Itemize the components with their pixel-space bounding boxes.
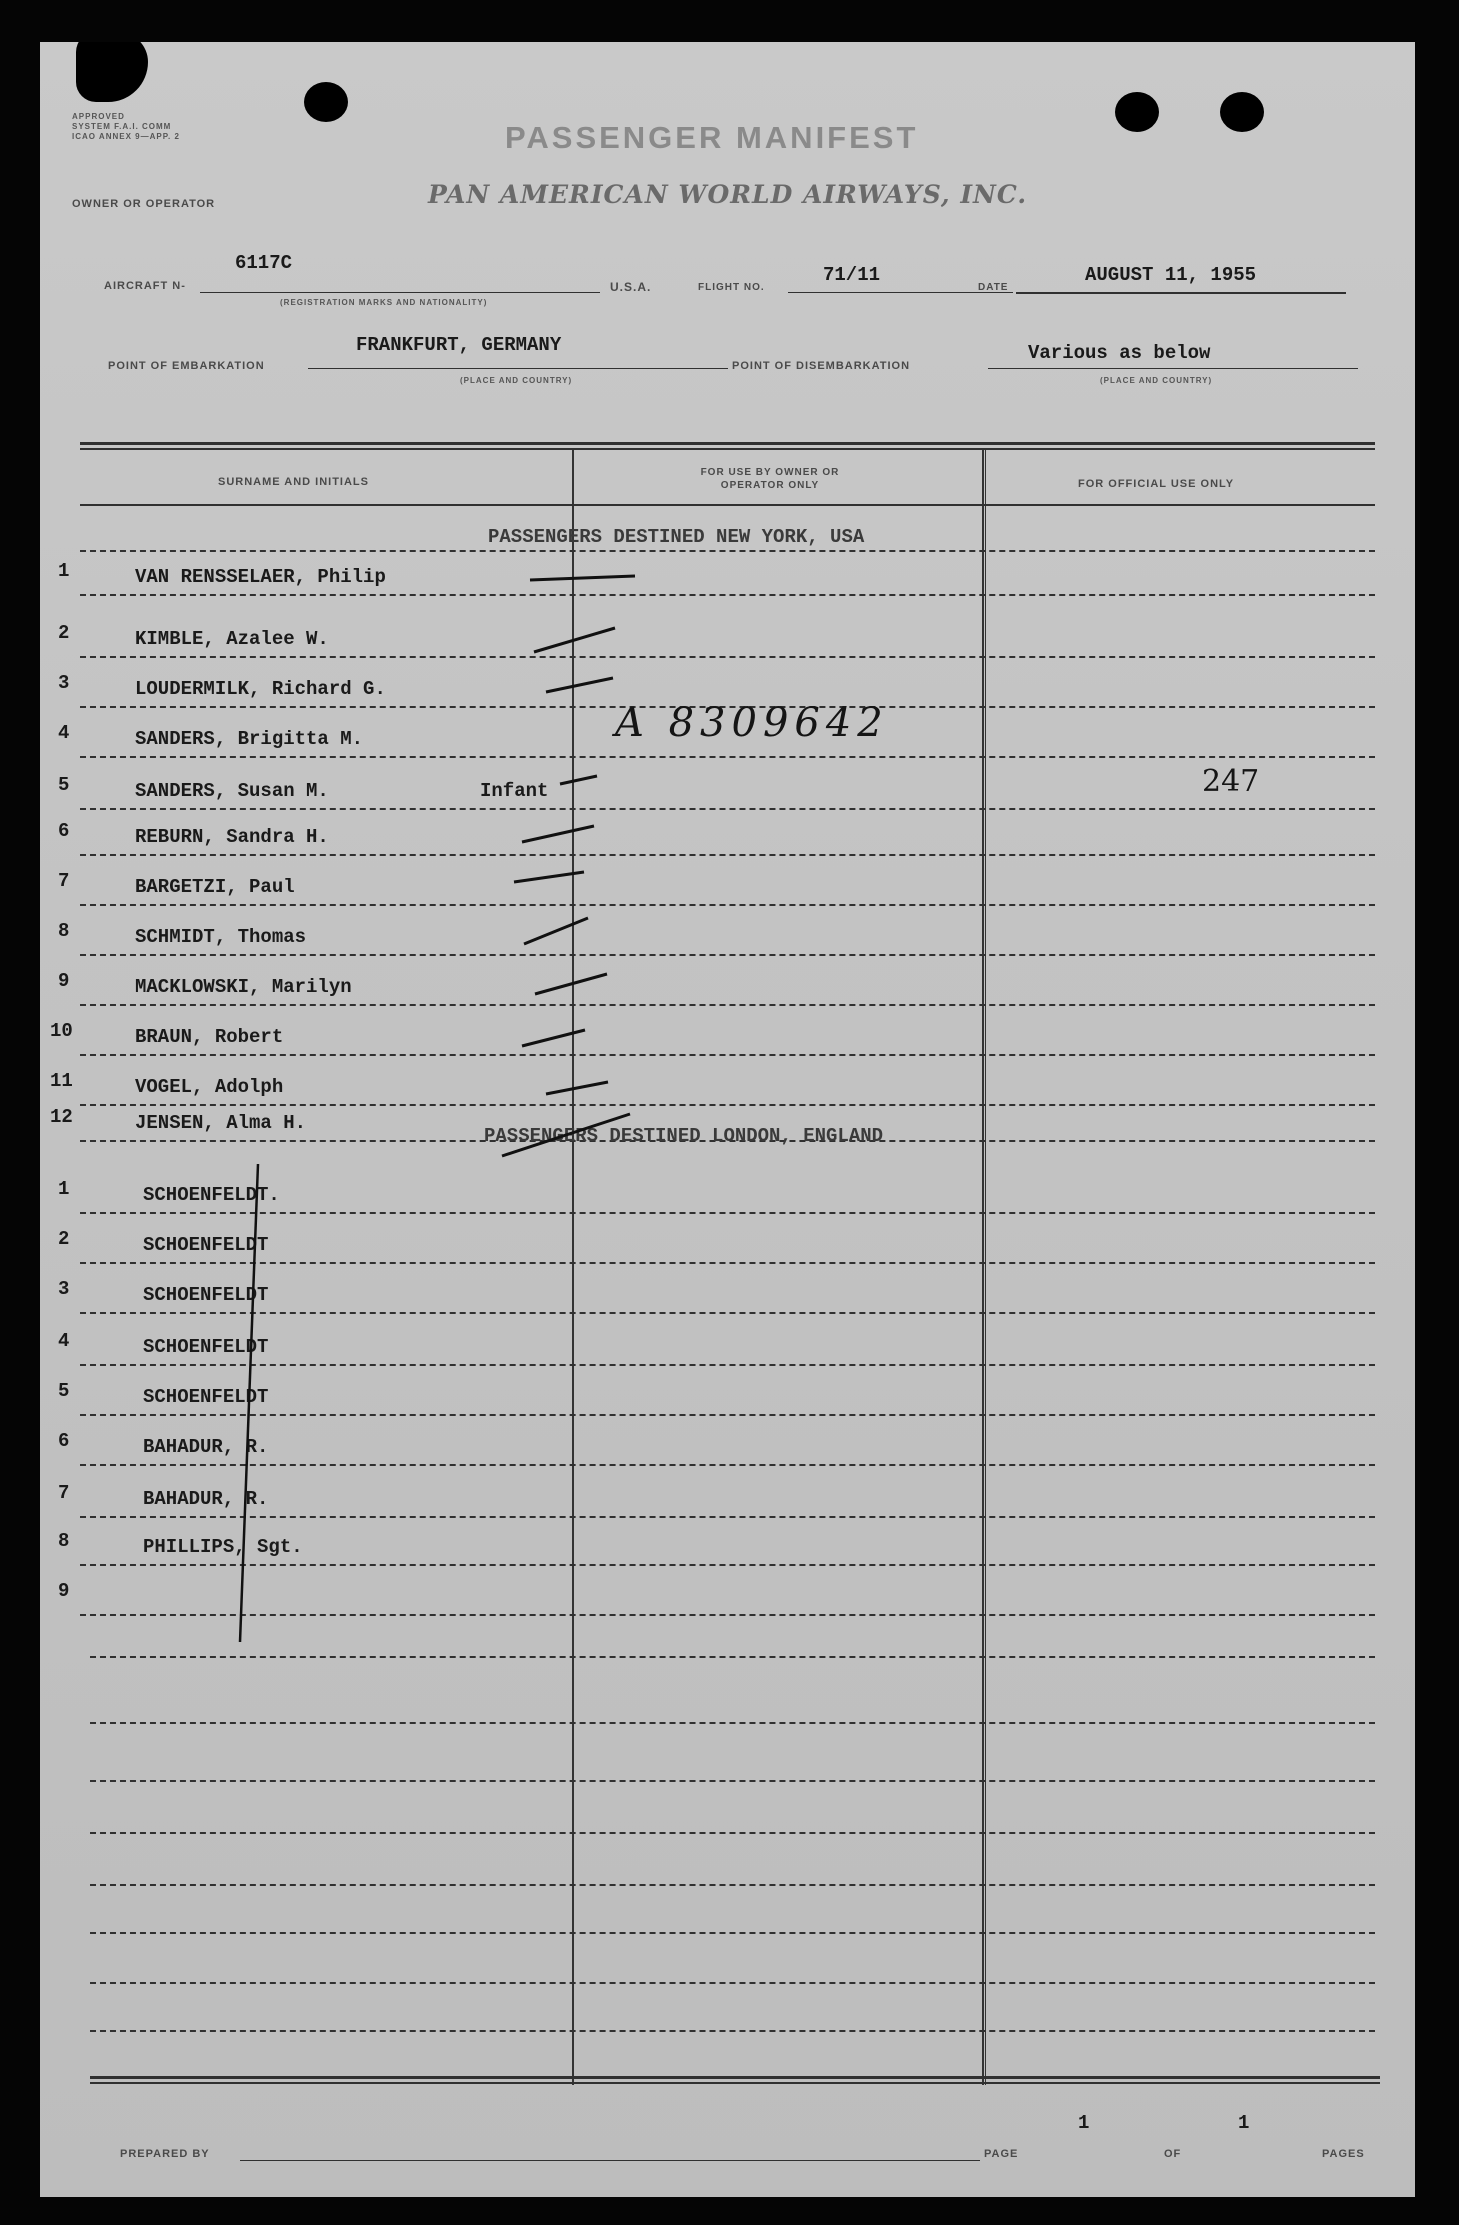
row-rule: [80, 1312, 1375, 1314]
country-label: U.S.A.: [610, 280, 652, 294]
passenger-name: BAHADUR, R.: [143, 1436, 269, 1458]
row-rule: [80, 954, 1375, 956]
passenger-name: SCHOENFELDT: [143, 1336, 269, 1358]
passenger-name: SANDERS, Susan M.: [135, 780, 329, 802]
passenger-name: SANDERS, Brigitta M.: [135, 728, 364, 750]
passenger-name: VOGEL, Adolph: [135, 1076, 284, 1098]
embark-line: [308, 368, 728, 369]
approval-line: APPROVED: [72, 112, 125, 121]
row-number: 8: [58, 1530, 70, 1552]
row-number: 4: [58, 722, 70, 744]
row-rule: [80, 756, 1375, 758]
row-number: 6: [58, 820, 70, 842]
row-rule: [80, 1212, 1375, 1214]
col-header-surname: SURNAME AND INITIALS: [218, 476, 369, 488]
row-number: 5: [58, 1380, 70, 1402]
table-bottom-rule: [90, 2076, 1380, 2079]
of-label: OF: [1164, 2148, 1182, 2160]
row-number: 5: [58, 774, 70, 796]
header-bottom-rule: [80, 504, 1375, 506]
passenger-name: JENSEN, Alma H.: [135, 1112, 307, 1134]
row-rule: [80, 1262, 1375, 1264]
punch-hole: [304, 82, 348, 122]
passenger-note: Infant: [480, 780, 549, 802]
row-number: 7: [58, 1482, 70, 1504]
row-number: 1: [58, 560, 70, 582]
row-rule: [80, 1054, 1375, 1056]
punch-hole: [1220, 92, 1264, 132]
date-label: DATE: [978, 282, 1009, 293]
col-header-owner-use: FOR USE BY OWNER OR OPERATOR ONLY: [700, 467, 840, 491]
group1-heading: PASSENGERS DESTINED NEW YORK, USA: [488, 526, 865, 548]
row-rule: [80, 1004, 1375, 1006]
row-rule: [80, 1564, 1375, 1566]
row-number: 2: [58, 622, 70, 644]
row-number: 9: [58, 1580, 70, 1602]
row-rule: [80, 1614, 1375, 1616]
passenger-name: LOUDERMILK, Richard G.: [135, 678, 386, 700]
row-number: 12: [50, 1106, 73, 1128]
date-value: AUGUST 11, 1955: [1085, 264, 1257, 286]
handwritten-official-note: 247: [1202, 764, 1260, 799]
handwritten-registration: A 8309642: [615, 700, 889, 746]
aircraft-label: AIRCRAFT N-: [104, 280, 186, 292]
row-number: 7: [58, 870, 70, 892]
flight-label: FLIGHT NO.: [698, 282, 765, 293]
embark-value: FRANKFURT, GERMANY: [356, 334, 562, 356]
owner-name: PAN AMERICAN WORLD AIRWAYS, INC.: [428, 180, 1028, 209]
row-rule: [80, 904, 1375, 906]
prepared-by-label: PREPARED BY: [120, 2148, 210, 2160]
row-rule: [80, 808, 1375, 810]
date-line: [1016, 292, 1346, 294]
row-number: 8: [58, 920, 70, 942]
group2-heading: PASSENGERS DESTINED LONDON, ENGLAND: [484, 1125, 884, 1147]
column-divider-1: [572, 450, 574, 2085]
passenger-name: SCHMIDT, Thomas: [135, 926, 307, 948]
table-bottom-rule-2: [90, 2082, 1380, 2084]
punch-hole: [1115, 92, 1159, 132]
table-top-rule-2: [80, 448, 1375, 450]
aircraft-line: [200, 292, 600, 293]
row-rule: [80, 550, 1375, 552]
prepared-by-line: [240, 2160, 980, 2161]
row-number: 3: [58, 672, 70, 694]
aircraft-value: 6117C: [235, 252, 293, 274]
blank-row-rule: [90, 2030, 1375, 2032]
passenger-name: BRAUN, Robert: [135, 1026, 284, 1048]
blank-row-rule: [90, 1982, 1375, 1984]
torn-corner-mark: [76, 42, 148, 102]
table-top-rule: [80, 442, 1375, 445]
row-number: 3: [58, 1278, 70, 1300]
row-number: 1: [58, 1178, 70, 1200]
of-value: 1: [1238, 2112, 1250, 2134]
form-title: PASSENGER MANIFEST: [505, 120, 919, 155]
passenger-name: BARGETZI, Paul: [135, 876, 295, 898]
column-divider-3: [985, 450, 986, 2085]
blank-row-rule: [90, 1884, 1375, 1886]
passenger-name: MACKLOWSKI, Marilyn: [135, 976, 352, 998]
page-label: PAGE: [984, 2148, 1019, 2160]
row-rule: [80, 854, 1375, 856]
aircraft-caption: (REGISTRATION MARKS AND NATIONALITY): [280, 298, 488, 307]
embark-label: POINT OF EMBARKATION: [108, 360, 265, 372]
disembark-line: [988, 368, 1358, 369]
row-rule: [80, 656, 1375, 658]
row-number: 9: [58, 970, 70, 992]
row-rule: [80, 1464, 1375, 1466]
embark-caption: (PLACE AND COUNTRY): [460, 376, 573, 385]
blank-row-rule: [90, 1780, 1375, 1782]
row-rule: [80, 594, 1375, 596]
row-rule: [80, 1104, 1375, 1106]
passenger-name: KIMBLE, Azalee W.: [135, 628, 329, 650]
flight-value: 71/11: [823, 264, 881, 286]
disembark-caption: (PLACE AND COUNTRY): [1100, 376, 1213, 385]
passenger-name: VAN RENSSELAER, Philip: [135, 566, 386, 588]
column-divider-2: [982, 450, 984, 2085]
passenger-name: PHILLIPS, Sgt.: [143, 1536, 303, 1558]
disembark-value: Various as below: [1028, 342, 1211, 364]
row-number: 6: [58, 1430, 70, 1452]
passenger-name: SCHOENFELDT: [143, 1234, 269, 1256]
passenger-name: SCHOENFELDT.: [143, 1184, 280, 1206]
blank-row-rule: [90, 1932, 1375, 1934]
page-value: 1: [1078, 2112, 1090, 2134]
passenger-name: SCHOENFELDT: [143, 1284, 269, 1306]
row-number: 10: [50, 1020, 73, 1042]
blank-row-rule: [90, 1832, 1375, 1834]
passenger-name: REBURN, Sandra H.: [135, 826, 329, 848]
row-number: 11: [50, 1070, 73, 1092]
row-rule: [80, 1364, 1375, 1366]
blank-row-rule: [90, 1656, 1375, 1658]
approval-line: ICAO ANNEX 9—APP. 2: [72, 132, 180, 141]
row-rule: [80, 1516, 1375, 1518]
row-number: 4: [58, 1330, 70, 1352]
blank-row-rule: [90, 1722, 1375, 1724]
manifest-page: [40, 42, 1415, 2197]
passenger-name: BAHADUR, R.: [143, 1488, 269, 1510]
pages-label: PAGES: [1322, 2148, 1365, 2160]
approval-line: SYSTEM F.A.I. COMM: [72, 122, 172, 131]
passenger-name: SCHOENFELDT: [143, 1386, 269, 1408]
col-header-official-use: FOR OFFICIAL USE ONLY: [1078, 478, 1235, 490]
owner-label: OWNER OR OPERATOR: [72, 198, 216, 210]
row-rule: [80, 1414, 1375, 1416]
disembark-label: POINT OF DISEMBARKATION: [732, 360, 911, 372]
row-number: 2: [58, 1228, 70, 1250]
